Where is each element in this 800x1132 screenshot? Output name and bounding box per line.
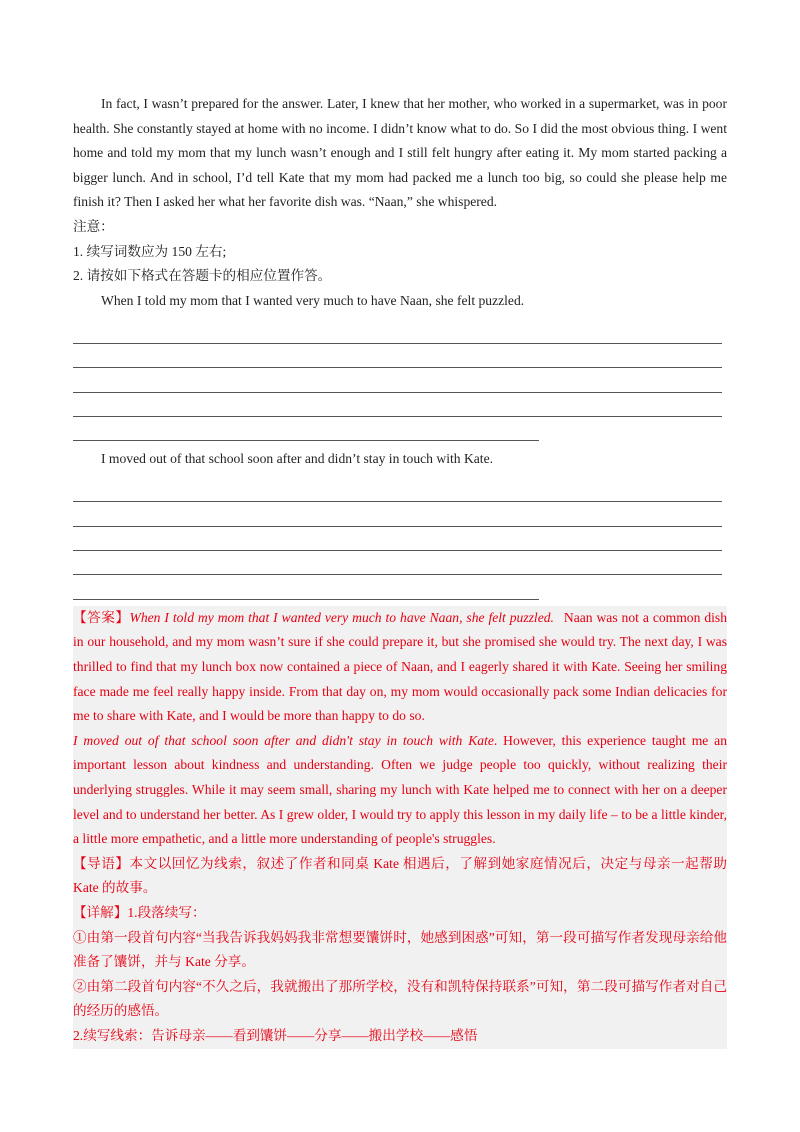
notes-item-1: 1. 续写词数应为 150 左右;: [73, 243, 227, 259]
answer-label: 【答案】: [73, 609, 130, 625]
writing-line[interactable]: [73, 319, 722, 343]
answer-p2-text: . However, this experience taught me an important lesson about kindness and understanding. Often we judge people too quickly, without realizing their underlying struggles. While it may seem small, sharing my lunch with Kate helped me to connect with her on a deeper level and to understand her better. As I grew older, I would try to apply this lesson in my daily life – to be a little kinder, a little more empathetic, and a little more understanding of people's struggles.: [73, 732, 727, 847]
writing-line[interactable]: [73, 417, 539, 441]
detail-item-1: ①由第一段首句内容“当我告诉我妈妈我非常想要馕饼时，她感到困惑”可知，第一段可描写作者发现母亲给他准备了馕饼，并与 Kate 分享。: [73, 929, 727, 970]
writing-line[interactable]: [73, 551, 722, 575]
writing-line[interactable]: [73, 393, 722, 417]
story-paragraph: In fact, I wasn’t prepared for the answer. Later, I knew that her mother, who worked in a supermarket, was in poor health. She constantly stayed at home with no income. I didn’t know what to do. So I did the most obvious thing. I went home and told my mom that my lunch wasn’t enough and I still felt hungry after eating it. My mom started packing a bigger lunch. And in school, I’d tell Kate that my mom had packed me a lunch too big, so could she please help me finish it? Then I asked her what her favorite dish was. “Naan,” she whispered.: [73, 96, 727, 210]
answer-paragraph-1: [73, 606, 727, 729]
writing-line[interactable]: [73, 478, 722, 502]
detail-heading: [73, 901, 727, 926]
writing-lines-2: [73, 478, 727, 600]
writing-line[interactable]: [73, 575, 539, 599]
guide-label: 【导语】: [73, 855, 130, 871]
writing-line[interactable]: [73, 527, 722, 551]
answer-p1-italic: When I told my mom that I wanted very much to have Naan, she felt puzzled.: [129, 609, 554, 625]
writing-line[interactable]: [73, 502, 722, 526]
prompt-paragraph-2: I moved out of that school soon after and didn’t stay in touch with Kate.: [101, 451, 494, 467]
answer-p1-text: Naan was not a common dish in our household, and my mom wasn’t sure if she could prepare it, but she promised she would try. The next day, I was thrilled to find that my lunch box now contained a piece of Naan, and I eagerly shared it with Kate. Seeing her smiling face made me feel really happy inside. From that day on, my mom would occasionally pack some Indian delicacies for me to share with Kate, and I would be more than happy to do so.: [73, 609, 727, 724]
detail-item-2: ②由第二段首句内容“不久之后，我就搬出了那所学校，没有和凯特保持联系”可知，第二段可描写作者对自己的经历的感悟。: [73, 978, 727, 1019]
prompt-paragraph-1: When I told my mom that I wanted very much to have Naan, she felt puzzled.: [101, 292, 525, 308]
answer-p2-italic: I moved out of that school soon after and didn't stay in touch with Kate: [73, 732, 494, 748]
guide-paragraph: [73, 852, 727, 901]
writing-lines-1: [73, 319, 727, 441]
detail-item-3: 2.续写线索：告诉母亲——看到馕饼——分享——搬出学校——感悟: [73, 1027, 478, 1043]
detail-head: 1.段落续写：: [127, 904, 206, 920]
document-page: [73, 92, 727, 1049]
notes-title: 注意：: [73, 218, 114, 234]
answer-section: [73, 606, 727, 1049]
guide-text: 本文以回忆为线索，叙述了作者和同桌 Kate 相遇后，了解到她家庭情况后，决定与母亲一起帮助 Kate 的故事。: [73, 855, 727, 896]
notes-item-2: 2. 请按如下格式在答题卡的相应位置作答。: [73, 268, 332, 284]
detail-label: 【详解】: [73, 904, 128, 920]
writing-line[interactable]: [73, 344, 722, 368]
answer-paragraph-2: [73, 729, 727, 852]
writing-line[interactable]: [73, 368, 722, 392]
